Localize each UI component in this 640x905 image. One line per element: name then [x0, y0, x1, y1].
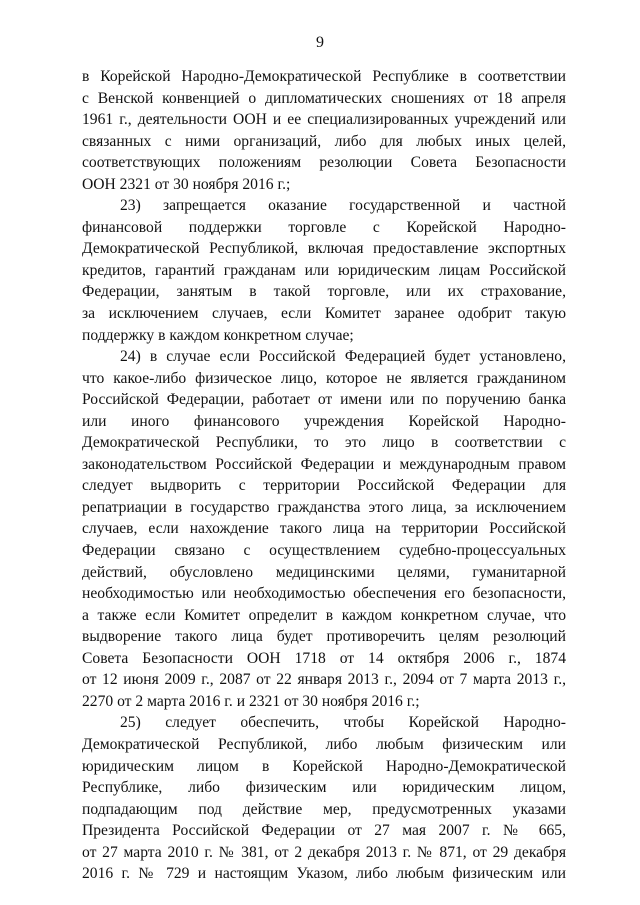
text-line: Федерации, занятым в такой торговле, или их страхование, — [82, 283, 566, 301]
text-line: Республике, либо физическим или юридическим лицом, — [82, 779, 566, 797]
text-line: законодательством Российской Федерации и международным правом — [82, 455, 566, 473]
text-line: случаев, если нахождение такого лица на территории Российской — [82, 520, 566, 538]
text-line: или иного финансового учреждения Корейской Народно- — [82, 412, 566, 430]
text-line: ООН 2321 от 30 ноября 2016 г.; — [82, 175, 291, 193]
text-line: Президента Российской Федерации от 27 мая 2007 г. № 665, — [82, 822, 566, 840]
text-line: Демократической Республикой, включая предоставление экспортных — [82, 240, 566, 258]
text-line: 1961 г., деятельности ООН и ее специализированных учреждений или — [82, 111, 566, 129]
page-number: 9 — [316, 34, 324, 51]
text-line: с Венской конвенцией о дипломатических сношениях от 18 апреля — [82, 89, 566, 107]
text-line: 25) следует обеспечить, чтобы Корейской Народно- — [120, 714, 566, 732]
text-line: действий, обусловлено медицинскими целями, гуманитарной — [82, 563, 566, 581]
text-line: 2270 от 2 марта 2016 г. и 2321 от 30 ноября 2016 г.; — [82, 692, 420, 710]
text-line: что какое-либо физическое лицо, которое не является гражданином — [82, 369, 566, 387]
text-line: за исключением случаев, если Комитет заранее одобрит такую — [82, 305, 566, 323]
text-line: поддержку в каждом конкретном случае; — [82, 326, 354, 344]
text-line: юридическим лицом в Корейской Народно-Демократической — [82, 757, 566, 775]
paragraph-24 — [82, 346, 566, 712]
text-line: Федерации связано с осуществлением судебно-процессуальных — [82, 542, 566, 560]
text-line: связанных с ними организаций, либо для любых иных целей, — [82, 132, 566, 150]
text-line: а также если Комитет определит в каждом конкретном случае, что — [82, 606, 566, 624]
text-line: следует выдворить с территории Российской Федерации для — [82, 477, 566, 495]
paragraph-continuation — [82, 66, 566, 195]
text-line: соответствующих положениям резолюции Совета Безопасности — [82, 154, 566, 172]
text-line: Демократической Республики, то это лицо в соответствии с — [82, 434, 566, 452]
text-line: от 27 марта 2010 г. № 381, от 2 декабря 2013 г. № 871, от 29 декабря — [82, 843, 566, 861]
document-body — [82, 66, 566, 885]
text-line: 2016 г. № 729 и настоящим Указом, либо любым физическим или — [82, 865, 566, 883]
text-line: от 12 июня 2009 г., 2087 от 22 января 2013 г., 2094 от 7 марта 2013 г., — [82, 671, 566, 689]
text-line: Демократической Республикой, либо любым физическим или — [82, 735, 566, 753]
text-line: 23) запрещается оказание государственной и частной — [120, 197, 566, 215]
text-line: репатриации в государство гражданства этого лица, за исключением — [82, 498, 566, 516]
text-line: 24) в случае если Российской Федерацией будет установлено, — [120, 348, 566, 366]
text-line: необходимостью или необходимостью обеспечения его безопасности, — [82, 585, 566, 603]
paragraph-23 — [82, 195, 566, 346]
text-line: финансовой поддержки торговле с Корейской Народно- — [82, 218, 566, 236]
text-line: кредитов, гарантий гражданам или юридическим лицам Российской — [82, 261, 566, 279]
text-line: Совета Безопасности ООН 1718 от 14 октября 2006 г., 1874 — [82, 649, 566, 667]
text-line: подпадающим под действие мер, предусмотренных указами — [82, 800, 566, 818]
text-line: Российской Федерации, работает от имени или по поручению банка — [82, 391, 566, 409]
text-line: выдворение такого лица будет противоречить целям резолюций — [82, 628, 566, 646]
paragraph-25 — [82, 712, 566, 884]
text-line: в Корейской Народно-Демократической Республике в соответствии — [82, 68, 566, 85]
